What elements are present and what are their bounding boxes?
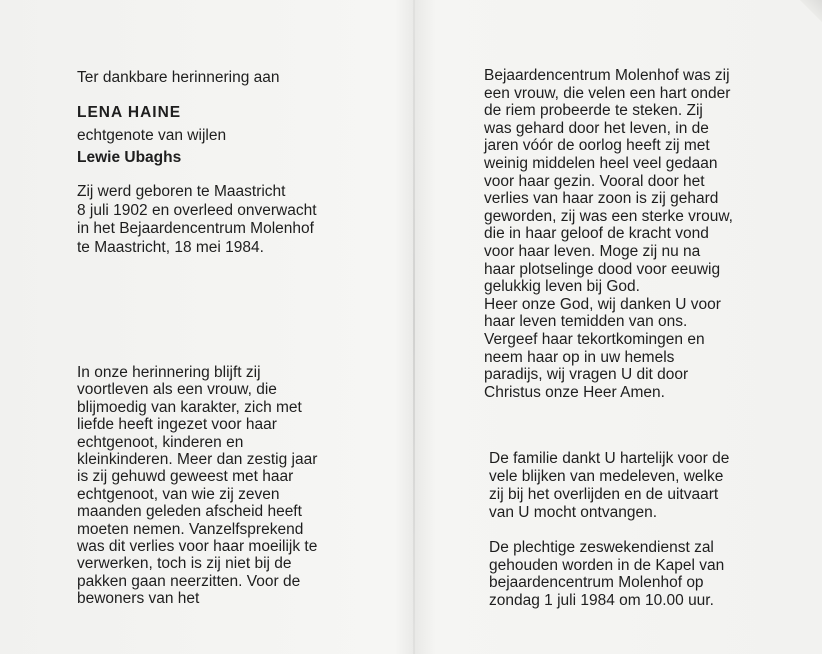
paragraph-line: pakken gaan neerzitten. Voor de bbox=[77, 572, 301, 590]
paragraph-line: maanden geleden afscheid heeft bbox=[77, 503, 302, 521]
relation-block bbox=[77, 127, 377, 145]
card-corner-fold bbox=[800, 0, 822, 22]
paragraph-line: haar plotselinge dood voor eeuwig bbox=[484, 260, 721, 278]
paragraph-line: een vrouw, die velen een hart onder bbox=[484, 84, 731, 102]
paragraph-line: gelukkig leven bij God. bbox=[484, 278, 640, 296]
intro-text bbox=[77, 69, 377, 87]
paragraph-line: Heer onze God, wij danken U voor bbox=[484, 295, 721, 313]
birth-death-paragraph bbox=[77, 183, 377, 257]
paragraph-line: kleinkinderen. Meer dan zestig jaar bbox=[77, 451, 318, 469]
paragraph-line: Christus onze Heer Amen. bbox=[484, 383, 665, 401]
paragraph-line: zij bij het overlijden en de uitvaart bbox=[489, 486, 719, 503]
paragraph-line: zondag 1 juli 1984 om 10.00 uur. bbox=[489, 591, 714, 609]
paragraph-line: Vergeef haar tekortkomingen en bbox=[484, 330, 705, 348]
paragraph-line: 8 juli 1902 en overleed onverwacht bbox=[77, 201, 317, 219]
paragraph-line: echtgenoot, kinderen en bbox=[77, 433, 244, 451]
spouse-name: Lewie Ubaghs bbox=[77, 149, 182, 166]
paragraph-line: was gehard door het leven, in de bbox=[484, 119, 709, 137]
thanks-paragraph bbox=[489, 450, 789, 522]
service-paragraph bbox=[489, 539, 789, 609]
paragraph-line: geworden, zij was een sterke vrouw, bbox=[484, 207, 733, 225]
paragraph-line: Zij werd geboren te Maastricht bbox=[77, 183, 286, 200]
paragraph-line: gehouden worden in de Kapel van bbox=[489, 556, 725, 574]
deceased-name-block bbox=[77, 104, 377, 122]
intro-line: Ter dankbare herinnering aan bbox=[77, 69, 280, 86]
paragraph-line: blijmoedig van karakter, zich met bbox=[77, 398, 302, 416]
paragraph-line: was dit verlies voor haar moeilijk te bbox=[77, 538, 318, 556]
continuation-paragraph bbox=[484, 67, 784, 401]
paragraph-line: echtgenoot, van wie zij zeven bbox=[77, 485, 280, 503]
paragraph-line: is zij gehuwd geweest met haar bbox=[77, 468, 294, 486]
paragraph-line: die in haar geloof de kracht vond bbox=[484, 225, 709, 243]
paragraph-line: vele blijken van medeleven, welke bbox=[489, 468, 724, 485]
paragraph-line: In onze herinnering blijft zij bbox=[77, 364, 261, 381]
paragraph-line: moeten nemen. Vanzelfsprekend bbox=[77, 520, 304, 538]
paragraph-line: paradijs, wij vragen U dit door bbox=[484, 366, 689, 384]
paragraph-line: weinig middelen heel veel gedaan bbox=[484, 154, 718, 172]
paragraph-line: van U mocht ontvangen. bbox=[489, 504, 658, 521]
paragraph-line: bewoners van het bbox=[77, 590, 200, 608]
paragraph-line: in het Bejaardencentrum Molenhof bbox=[77, 220, 314, 237]
paragraph-line: bejaardencentrum Molenhof op bbox=[489, 574, 704, 591]
paragraph-line: liefde heeft ingezet voor haar bbox=[77, 416, 277, 434]
spouse-name-block bbox=[77, 149, 377, 167]
paragraph-line: verwerken, toch is zij niet bij de bbox=[77, 555, 292, 573]
paragraph-line: voortleven als een vrouw, die bbox=[77, 381, 277, 399]
paragraph-line: de riem probeerde te steken. Zij bbox=[484, 102, 703, 120]
card-fold bbox=[413, 0, 415, 654]
paragraph-line: Bejaardencentrum Molenhof was zij bbox=[484, 67, 730, 84]
relation-text: echtgenote van wijlen bbox=[77, 127, 227, 144]
paragraph-line: voor haar gezin. Vooral door het bbox=[484, 172, 705, 190]
paragraph-line: voor haar leven. Moge zij nu na bbox=[484, 242, 701, 260]
paragraph-line: verlies van haar zoon is zij gehard bbox=[484, 190, 719, 208]
paragraph-line: De familie dankt U hartelijk voor de bbox=[489, 450, 730, 467]
deceased-name: LENA HAINE bbox=[77, 104, 182, 121]
paragraph-line: te Maastricht, 18 mei 1984. bbox=[77, 238, 264, 256]
paragraph-line: haar leven temidden van ons. bbox=[484, 313, 688, 331]
paragraph-line: De plechtige zeswekendienst zal bbox=[489, 539, 714, 556]
paragraph-line: jaren vóór de oorlog heeft zij met bbox=[484, 137, 710, 155]
paragraph-line: neem haar op in uw hemels bbox=[484, 348, 675, 366]
memory-paragraph bbox=[77, 364, 377, 608]
